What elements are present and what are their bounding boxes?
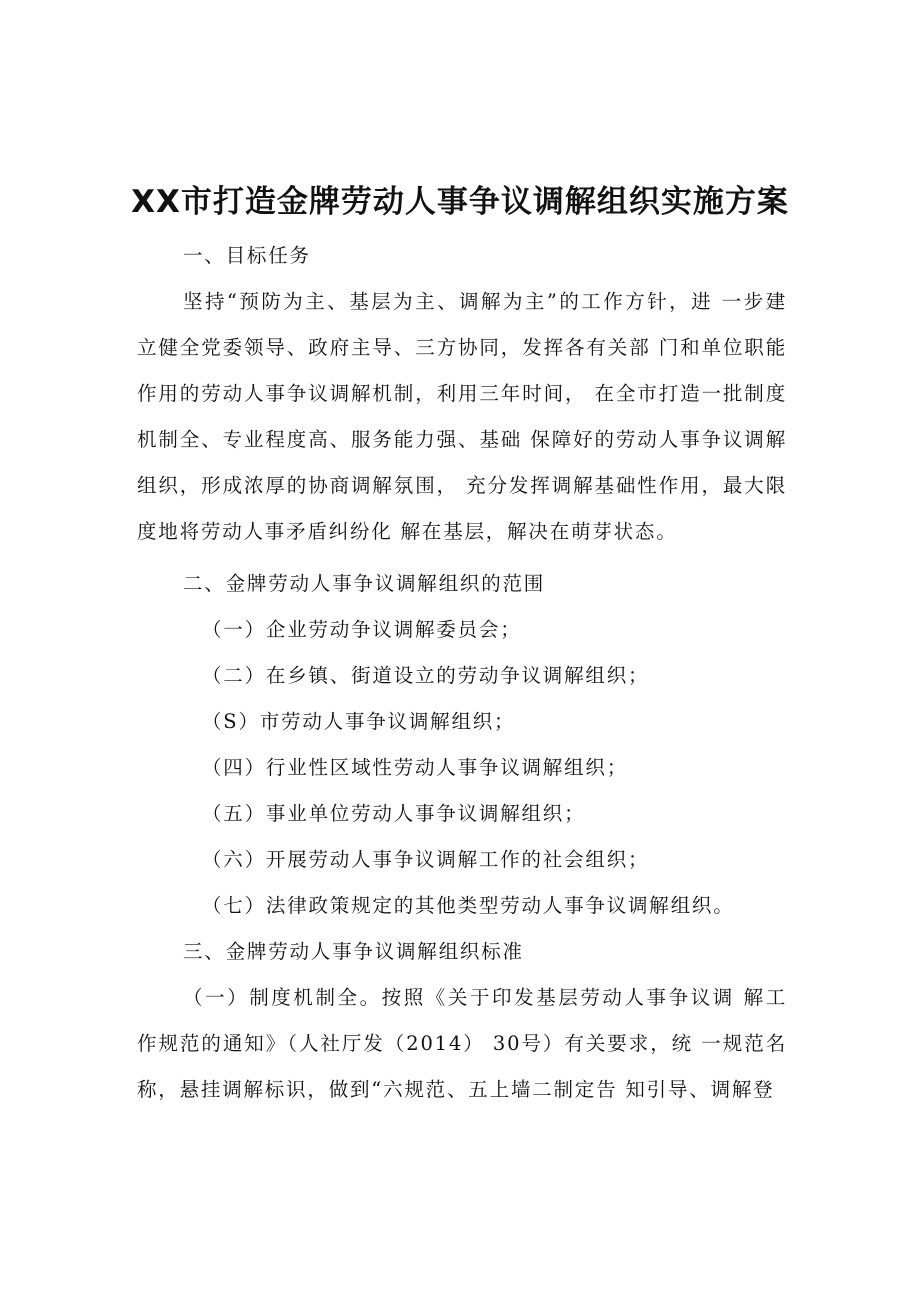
section-heading-3: 三、金牌劳动人事争议调解组织标准	[183, 940, 524, 963]
list-item: （五）事业单位劳动人事争议调解组织；	[202, 802, 586, 825]
list-item: （S）市劳动人事争议调解组织；	[202, 710, 516, 733]
section-heading-2: 二、金牌劳动人事争议调解组织的范围	[183, 572, 546, 595]
list-item: （七）法律政策规定的其他类型劳动人事争议调解组织。	[202, 894, 735, 917]
list-item: （二）在乡镇、街道设立的劳动争议调解组织；	[202, 664, 650, 687]
list-item: （四）行业性区域性劳动人事争议调解组织；	[202, 756, 629, 779]
list-item: （一）企业劳动争议调解委员会；	[202, 618, 522, 641]
paragraph-goals: 坚持“预防为主、基层为主、调解为主”的工作方针，进 一步建立健全党委领导、政府主导、三方协同，发挥各有关部 门和单位职能作用的劳动人事争议调解机制，利用三年时间， 在全市打造一批制度机制全、专业程度高、服务能力强、基础 保障好的劳动人事争议调解组织，形成浓厚的协商调解氛围， 充分发挥调解基础性作用，最大限度地将劳动人事矛盾纠纷化 解在基层，解决在萌芽状态。	[137, 290, 787, 543]
paragraph-standards: （一）制度机制全。按照《关于印发基层劳动人事争议调 解工作规范的通知》（人社厅发（2014） 30号）有关要求，统 一规范名称，悬挂调解标识，做到“六规范、五上墙二制定告 知引导、调解登	[137, 986, 787, 1101]
list-item: （六）开展劳动人事争议调解工作的社会组织；	[202, 848, 650, 871]
section-heading-1: 一、目标任务	[183, 244, 311, 267]
document-title: XX市打造金牌劳动人事争议调解组织实施方案	[131, 184, 789, 220]
